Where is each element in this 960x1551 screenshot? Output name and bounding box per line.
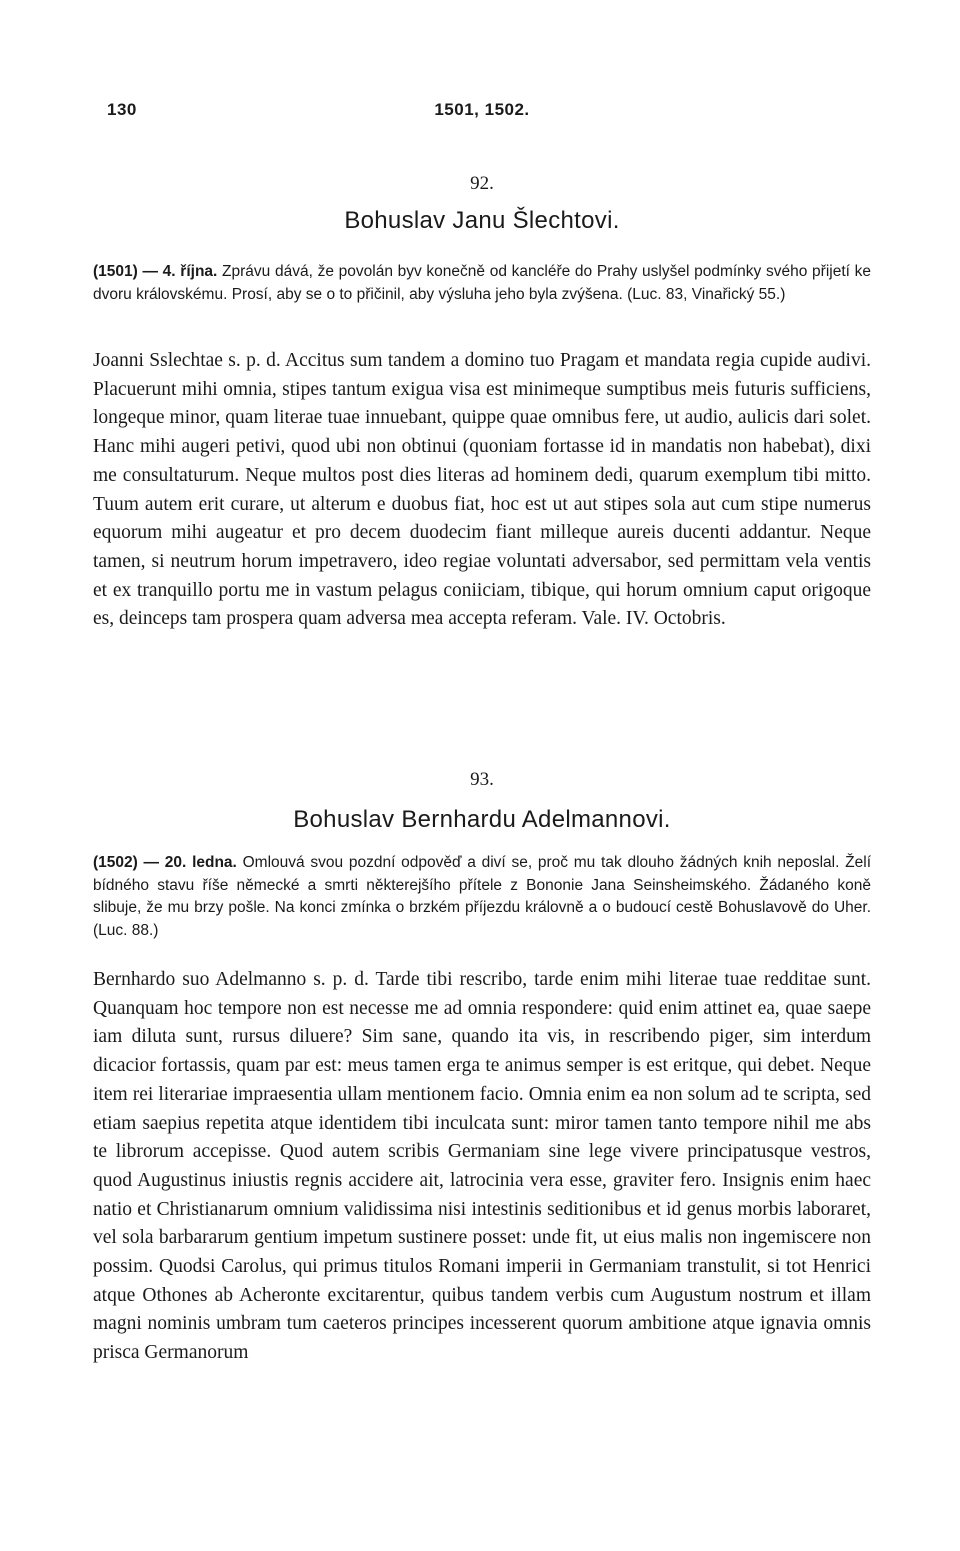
page-number: 130 [107,100,137,119]
running-head: 1501, 1502. [434,100,530,119]
letter-93-number: 93. [470,769,494,790]
letter-92-summary [93,261,871,306]
letter-92-summary-text: Zprávu dává, že povolán byv konečně od kancléře do Prahy uslyšel podmínky svého přijetí ke dvoru královskému. Prosí, aby se o to přičinil, aby výsluha jeho byla zvýšena. (Luc. 83, Vinařický 55.) [93,263,871,303]
letter-93-summary [93,852,871,942]
letter-92-number: 92. [470,173,494,194]
letter-92-date: (1501) — 4. října. [93,263,218,280]
letter-93-title: Bohuslav Bernhardu Adelmannovi. [293,806,671,833]
letter-92-body: Joanni Sslechtae s. p. d. Accitus sum tandem a domino tuo Pragam et mandata regia cupide audivi. Placuerunt mihi omnia, stipes tantum exigua visa est minimeque sumptibus meis futuris sufficiens, longeque minor, quam literae tuae innuebant, quippe quae omnibus fere, ut audio, aulicis dari solet. Hanc mihi augeri petivi, quod ubi non obtinui (quoniam fortasse id in mandatis non habebat), dixi me consultaturum. Neque multos post dies literas ad hominem dedi, quarum exemplum tibi mitto. Tuum autem erit curare, ut alterum e duobus fiat, hoc est ut aut stipes sola aut cum stipe numerus equorum mihi augeatur et pro decem duodecim fiant milleque aureis ducenti addantur. Neque tamen, si neutrum horum impetravero, ideo regiae voluntati adversabor, sed permittam vela ventis et ex tranquillo portu me in vastum pelagus coniiciam, tibique, qui horum omnium caput origoque es, deinceps tam prospera quam adversa mea accepta referam. Vale. IV. Octobris. [93,350,871,630]
page-header [93,100,871,124]
letter-92-title: Bohuslav Janu Šlechtovi. [344,207,620,234]
letter-93-summary-text: Omlouvá svou pozdní odpověď a diví se, proč mu tak dlouho žádných knih neposlal. Želí bídného stavu říše německé a smrti některejšího přítele z Bononie Jana Seinsheimského. Žádaného koně slibuje, že mu brzy pošle. Na konci zmínka o brzkém příjezdu královně a o budoucí cestě Bohuslavově do Uher. (Luc. 88.) [93,854,871,939]
letter-93-date: (1502) — 20. ledna. [93,854,237,871]
letter-93-body: Bernhardo suo Adelmanno s. p. d. Tarde tibi rescribo, tarde enim mihi literae tuae redditae sunt. Quanquam hoc tempore non est necesse me ad omnia respondere: quid enim attinet ea, quae saepe iam diluta sunt, rursus diluere? Sim sane, quando ita vis, in rescribendo piger, sim interdum dicacior fortassis, quam par est: meus tamen erga te animus semper is est eritque, qui debet. Neque item rei literariae impraesentia ullam mentionem facio. Omnia enim ea non solum ad te scripta, sed etiam saepius repetita atque identidem tibi inculcata sunt: miror tamen tanto tempore nihil me abs te librorum accepisse. Quod autem scribis Germaniam sine lege vivere principatusque vestros, quod Augustinus iniustis regnis accidere ait, latrocinia vera esse, graviter fero. Insignis enim haec natio et Christianarum omnium validissima nisi intestinis seditionibus et id genus morbis laboraret, vel sola barbararum gentium impetum sustinere posset: unde fit, ut eius malis non ingemiscere non possim. Quodsi Carolus, qui primus titulos Romani imperii in Germaniam transtulit, si tot Henrici atque Othones ab Acheronte excitarentur, quibus tandem verbis cum Augustum nostrum et illam magni nominis umbram tum caeteros principes incesserent quorum ambitione atque ignavia omnis prisca Germanorum [93,969,871,1364]
